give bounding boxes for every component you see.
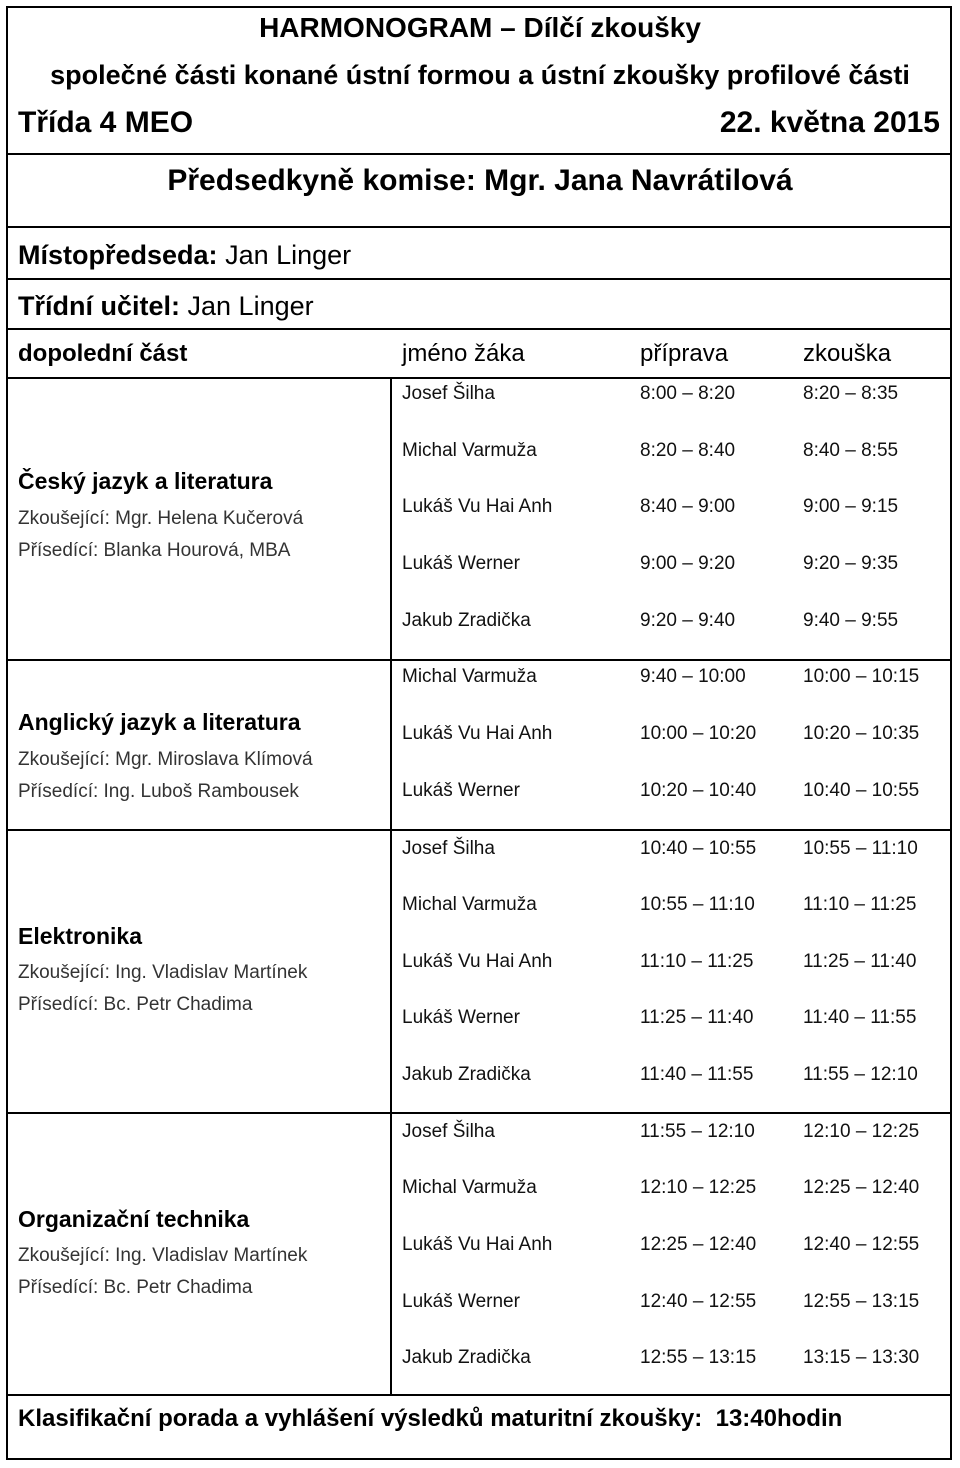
divider (6, 278, 952, 280)
student-name: Lukáš Werner (402, 553, 520, 574)
column-header-part: dopolední část (18, 340, 188, 367)
student-name: Lukáš Vu Hai Anh (402, 951, 553, 972)
column-header-student: jméno žáka (402, 340, 525, 367)
student-name: Josef Šilha (402, 1121, 495, 1142)
student-name: Jakub Zradička (402, 1347, 531, 1368)
class-teacher-name: Jan Linger (187, 291, 314, 321)
prep-time: 8:00 – 8:20 (640, 383, 736, 404)
student-name: Lukáš Werner (402, 1007, 520, 1028)
vice-chair-name: Jan Linger (225, 240, 352, 270)
prep-time: 8:20 – 8:40 (640, 440, 736, 461)
prep-time: 11:10 – 11:25 (640, 951, 754, 972)
student-name: Lukáš Werner (402, 1291, 520, 1312)
student-name: Michal Varmuža (402, 666, 537, 687)
prep-time: 10:40 – 10:55 (640, 838, 757, 859)
prep-time: 10:20 – 10:40 (640, 780, 757, 801)
subject-assessor: Přísedící: Bc. Petr Chadima (18, 1277, 253, 1298)
exam-time: 12:10 – 12:25 (803, 1121, 920, 1142)
committee-chair: Předsedkyně komise: Mgr. Jana Navrátilová (167, 164, 793, 197)
class-label: Třída 4 MEO (18, 106, 194, 139)
exam-time: 10:00 – 10:15 (803, 666, 920, 687)
subject-name: Anglický jazyk a literatura (18, 709, 301, 735)
exam-time: 10:55 – 11:10 (803, 838, 918, 859)
student-name: Michal Varmuža (402, 1177, 537, 1198)
prep-time: 10:00 – 10:20 (640, 723, 757, 744)
exam-time: 8:40 – 8:55 (803, 440, 899, 461)
prep-time: 9:20 – 9:40 (640, 610, 736, 631)
exam-time: 12:40 – 12:55 (803, 1234, 920, 1255)
prep-time: 9:00 – 9:20 (640, 553, 736, 574)
vice-chair (18, 242, 351, 269)
subject-examiner: Zkoušející: Mgr. Miroslava Klímová (18, 749, 313, 770)
student-name: Lukáš Vu Hai Anh (402, 1234, 553, 1255)
exam-time: 12:55 – 13:15 (803, 1291, 920, 1312)
student-name: Michal Varmuža (402, 440, 537, 461)
exam-time: 10:20 – 10:35 (803, 723, 920, 744)
subject-divider (6, 659, 952, 661)
exam-time: 9:00 – 9:15 (803, 496, 899, 517)
student-name: Lukáš Vu Hai Anh (402, 723, 553, 744)
document-subtitle: společné části konané ústní formou a ústní zkoušky profilové části (50, 60, 910, 90)
prep-time: 11:40 – 11:55 (640, 1064, 754, 1085)
student-name: Josef Šilha (402, 383, 495, 404)
prep-time: 12:55 – 13:15 (640, 1347, 757, 1368)
column-header-exam: zkouška (803, 340, 892, 367)
exam-time: 9:40 – 9:55 (803, 610, 899, 631)
exam-time: 11:10 – 11:25 (803, 894, 917, 915)
prep-time: 12:10 – 12:25 (640, 1177, 757, 1198)
subject-examiner: Zkoušející: Ing. Vladislav Martínek (18, 1245, 308, 1266)
column-header-prep: příprava (640, 340, 729, 367)
exam-time: 9:20 – 9:35 (803, 553, 899, 574)
divider (6, 153, 952, 155)
exam-time: 10:40 – 10:55 (803, 780, 920, 801)
subject-divider (6, 829, 952, 831)
exam-time: 8:20 – 8:35 (803, 383, 899, 404)
subject-assessor: Přísedící: Ing. Luboš Rambousek (18, 781, 299, 802)
column-divider (390, 378, 392, 1396)
exam-time: 11:25 – 11:40 (803, 951, 917, 972)
subject-name: Elektronika (18, 923, 142, 949)
prep-time: 10:55 – 11:10 (640, 894, 755, 915)
student-name: Jakub Zradička (402, 1064, 531, 1085)
exam-time: 11:55 – 12:10 (803, 1064, 918, 1085)
exam-time: 13:15 – 13:30 (803, 1347, 920, 1368)
prep-time: 12:25 – 12:40 (640, 1234, 757, 1255)
divider (6, 226, 952, 228)
footer-note: Klasifikační porada a vyhlášení výsledků maturitní zkoušky: 13:40hodin (18, 1405, 843, 1432)
divider (6, 328, 952, 330)
document-title: HARMONOGRAM – Dílčí zkoušky (259, 12, 701, 43)
divider (6, 377, 952, 379)
class-teacher (18, 293, 314, 320)
student-name: Lukáš Werner (402, 780, 520, 801)
prep-time: 8:40 – 9:00 (640, 496, 736, 517)
exam-time: 11:40 – 11:55 (803, 1007, 917, 1028)
subject-divider (6, 1112, 952, 1114)
subject-divider (6, 1394, 952, 1396)
subject-name: Organizační technika (18, 1206, 250, 1232)
class-teacher-label: Třídní učitel: (18, 291, 180, 321)
exam-date: 22. května 2015 (719, 106, 940, 139)
vice-chair-label: Místopředseda: (18, 240, 218, 270)
student-name: Michal Varmuža (402, 894, 537, 915)
subject-examiner: Zkoušející: Ing. Vladislav Martínek (18, 962, 308, 983)
exam-time: 12:25 – 12:40 (803, 1177, 920, 1198)
subject-assessor: Přísedící: Blanka Hourová, MBA (18, 540, 291, 561)
prep-time: 12:40 – 12:55 (640, 1291, 757, 1312)
prep-time: 11:25 – 11:40 (640, 1007, 754, 1028)
subject-name: Český jazyk a literatura (18, 468, 273, 494)
subject-assessor: Přísedící: Bc. Petr Chadima (18, 994, 253, 1015)
prep-time: 9:40 – 10:00 (640, 666, 746, 687)
prep-time: 11:55 – 12:10 (640, 1121, 755, 1142)
student-name: Jakub Zradička (402, 610, 531, 631)
student-name: Josef Šilha (402, 838, 495, 859)
subject-examiner: Zkoušející: Mgr. Helena Kučerová (18, 508, 304, 529)
student-name: Lukáš Vu Hai Anh (402, 496, 553, 517)
